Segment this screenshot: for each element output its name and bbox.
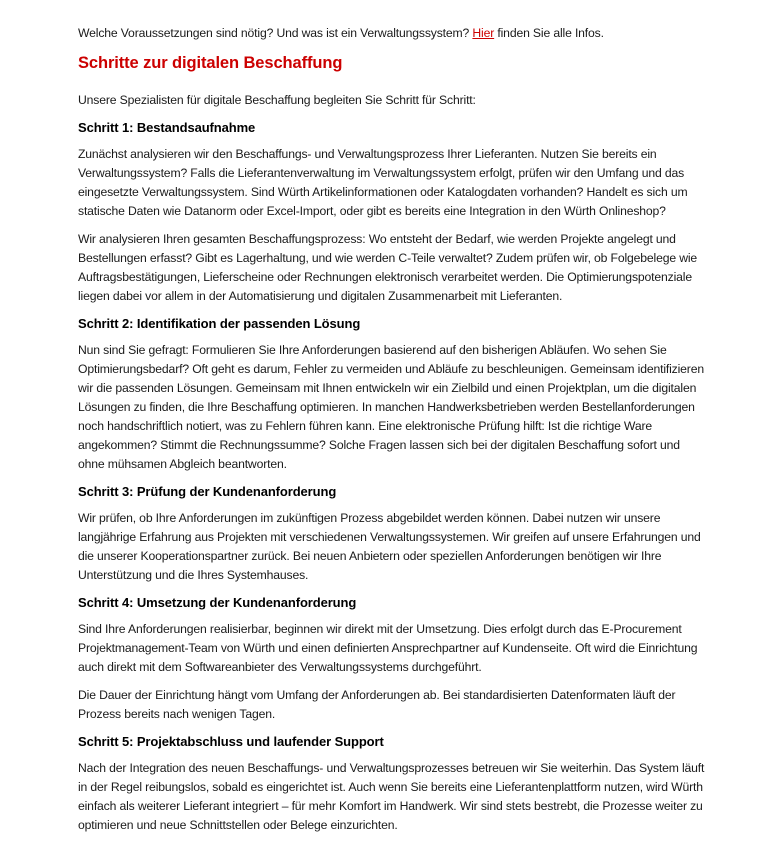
section-heading: Schritte zur digitalen Beschaffung (78, 54, 343, 72)
step-title: Schritt 5: Projektabschluss und laufender Support (78, 734, 384, 749)
step-title: Schritt 4: Umsetzung der Kundenanforderung (78, 595, 357, 610)
step-paragraph: Nun sind Sie gefragt: Formulieren Sie Ihre Anforderungen basierend auf den bisherigen Abläufen. Wo sehen Sie Optimierungsbedarf? Oft geht es darum, Fehler zu vermeiden und Abläufe zu beschleunigen. Gemeinsam identifizieren wir die passenden Lösungen. Gemeinsam mit Ihnen entwickeln wir ein Zielbild und einen Projektplan, um die digitalen Lösungen zu finden, die Ihre Beschaffung optimieren. In manchen Handwerksbetrieben werden Bestellanforderungen noch handschriftlich notiert, was zu Fehlern führen kann. Eine elektronische Prüfung hilft: Ist die richtige Ware angekommen? Stimmt die Rechnungssumme? Solche Fragen lassen sich bei der digitalen Beschaffung sofort und ohne mühsamen Abgleich beantworten. (78, 343, 704, 471)
intro-paragraph (78, 24, 706, 43)
intro-text-before: Welche Voraussetzungen sind nötig? Und was ist ein Verwaltungssystem? (78, 26, 473, 40)
step-5 (78, 733, 706, 835)
step-title: Schritt 2: Identifikation der passenden Lösung (78, 316, 361, 331)
step-title: Schritt 1: Bestandsaufnahme (78, 120, 256, 135)
step-paragraph: Wir prüfen, ob Ihre Anforderungen im zukünftigen Prozess abgebildet werden können. Dabei nutzen wir unsere langjährige Erfahrung aus Projekten mit verschiedenen Verwaltungssystemen. Wir greifen auf unsere Erfahrungen und die unserer Kooperationspartner zurück. Bei neuen Anbietern oder speziellen Anforderungen benötigen wir Ihre Unterstützung und die Ihres Systemhauses. (78, 511, 701, 582)
lead-paragraph: Unsere Spezialisten für digitale Beschaffung begleiten Sie Schritt für Schritt: (78, 93, 476, 107)
step-1 (78, 119, 706, 306)
step-paragraph: Wir analysieren Ihren gesamten Beschaffungsprozess: Wo entsteht der Bedarf, wie werden Projekte angelegt und Bestellungen erfasst? Gibt es Lagerhaltung, und wie werden C-Teile verwaltet? Zudem prüfen wir, ob Folgebelege wie Auftragsbestätigungen, Lieferscheine oder Rechnungen elektronisch verarbeitet werden. Die Optimierungspotenziale liegen dabei vor allem in der Automatisierung und digitalen Zusammenarbeit mit Lieferanten. (78, 232, 698, 303)
info-link[interactable]: Hier (472, 26, 495, 40)
step-paragraph: Nach der Integration des neuen Beschaffungs- und Verwaltungsprozesses betreuen wir Sie weiterhin. Das System läuft in der Regel reibungslos, sobald es eingerichtet ist. Auch wenn Sie bereits eine Lieferantenplattform nutzen, wird Würth einfach als weiterer Lieferant integriert – für mehr Komfort im Handwerk. Wir sind stets bestrebt, die Prozesse weiter zu optimieren und neue Schnittstellen oder Belege einzurichten. (78, 761, 705, 832)
step-paragraph: Die Dauer der Einrichtung hängt vom Umfang der Anforderungen ab. Bei standardisierten Datenformaten läuft der Prozess bereits nach wenigen Tagen. (78, 688, 676, 721)
step-4 (78, 594, 706, 724)
step-paragraph: Sind Ihre Anforderungen realisierbar, beginnen wir direkt mit der Umsetzung. Dies erfolgt durch das E-Procurement Projektmanagement-Team von Würth und einen definierten Ansprechpartner auf Kundenseite. Oft wird die Einrichtung auch direkt mit dem Softwareanbieter des Verwaltungssystems durchgeführt. (78, 622, 698, 674)
article-content (78, 24, 706, 844)
step-3 (78, 483, 706, 585)
step-2 (78, 315, 706, 474)
step-title: Schritt 3: Prüfung der Kundenanforderung (78, 484, 337, 499)
step-paragraph: Zunächst analysieren wir den Beschaffungs- und Verwaltungsprozess Ihrer Lieferanten. Nutzen Sie bereits ein Verwaltungssystem? Falls die Lieferantenverwaltung im Verwaltungssystem erfolgt, prüfen wir den Umfang und das eingesetzte Verwaltungssystem. Sind Würth Artikelinformationen oder Katalogdaten vorhanden? Handelt es sich um statische Daten wie Datanorm oder Excel-Import, oder gibt es bereits eine Integration in den Würth Onlineshop? (78, 147, 688, 218)
intro-text-after: finden Sie alle Infos. (494, 26, 604, 40)
